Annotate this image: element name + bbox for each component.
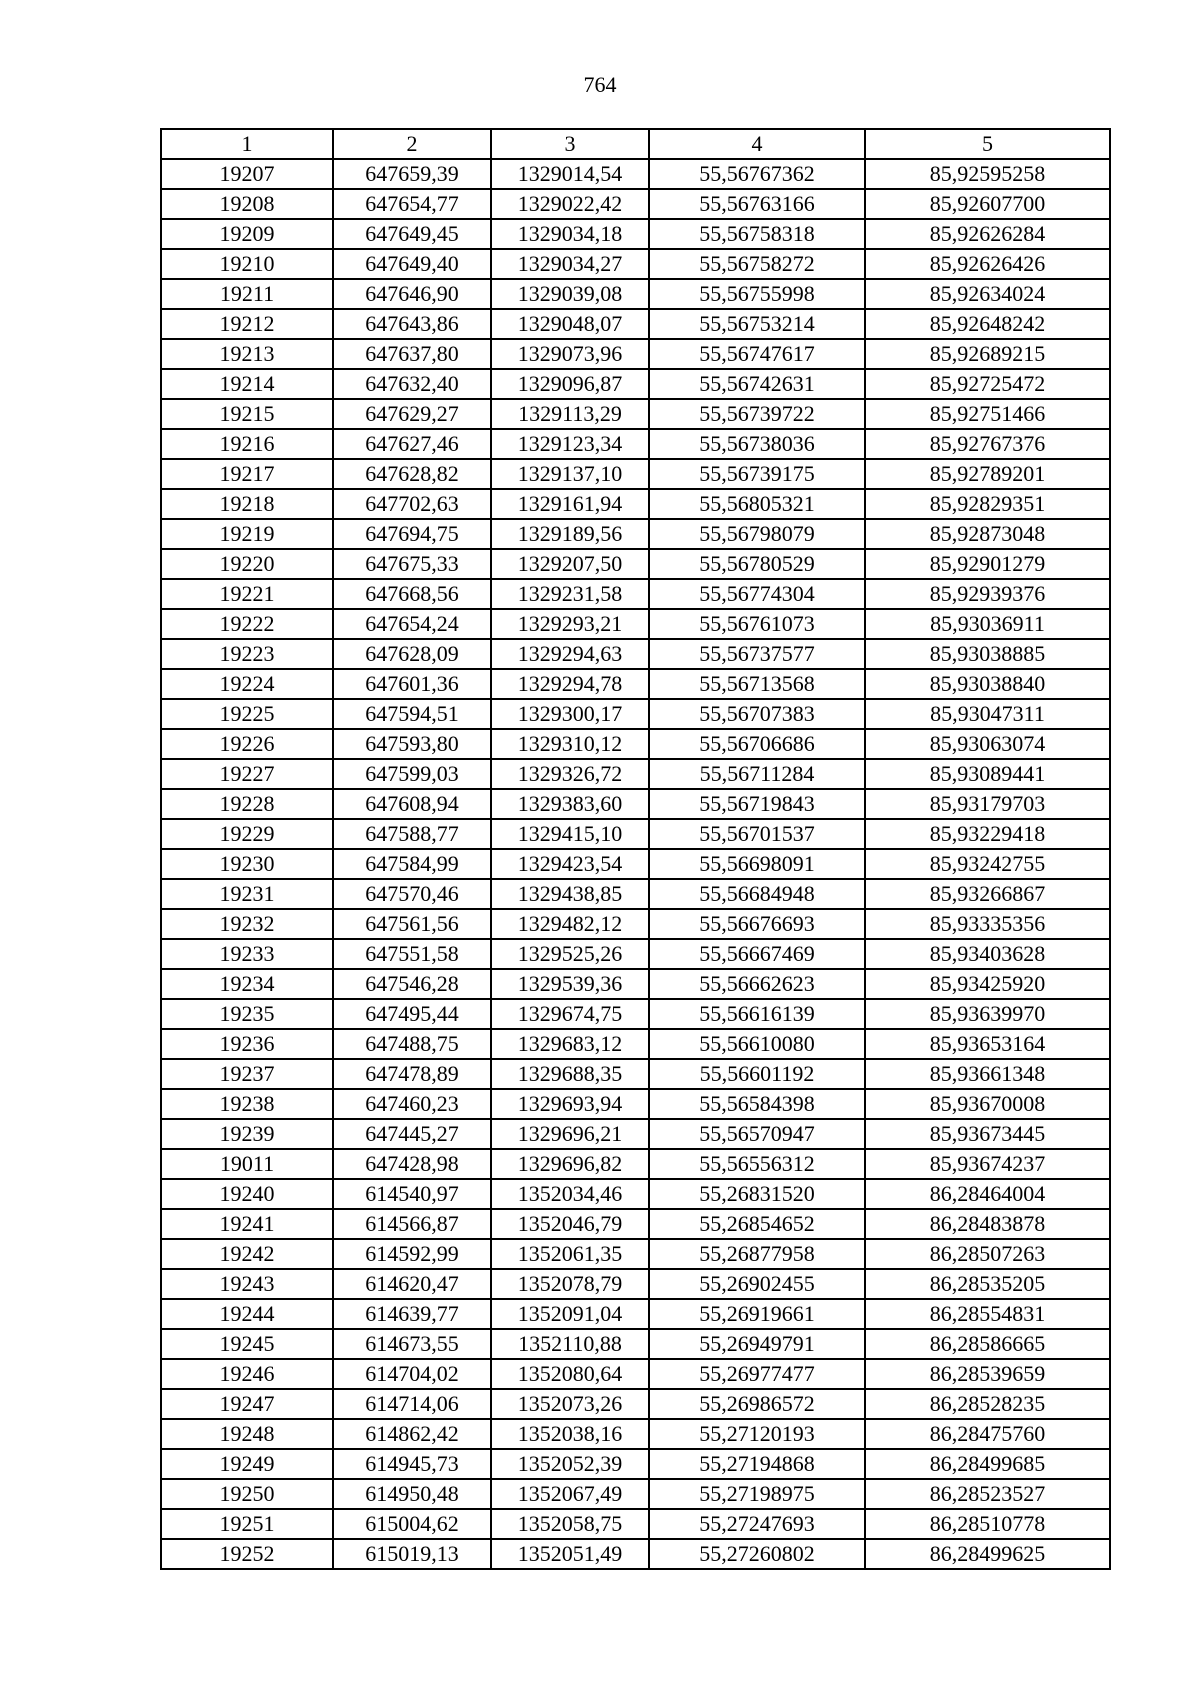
table-cell: 85,93674237 bbox=[865, 1149, 1110, 1179]
table-row bbox=[161, 189, 1110, 219]
table-cell: 1329300,17 bbox=[491, 699, 649, 729]
table-cell: 647584,99 bbox=[333, 849, 491, 879]
table-cell: 647668,56 bbox=[333, 579, 491, 609]
table-cell: 1329034,27 bbox=[491, 249, 649, 279]
table-cell: 86,28523527 bbox=[865, 1479, 1110, 1509]
table-cell: 1329696,21 bbox=[491, 1119, 649, 1149]
table-cell: 614704,02 bbox=[333, 1359, 491, 1389]
table-cell: 55,56739175 bbox=[649, 459, 865, 489]
table-cell: 55,56753214 bbox=[649, 309, 865, 339]
table-cell: 19250 bbox=[161, 1479, 333, 1509]
table-cell: 647601,36 bbox=[333, 669, 491, 699]
table-cell: 19231 bbox=[161, 879, 333, 909]
table-cell: 86,28499625 bbox=[865, 1539, 1110, 1569]
table-row bbox=[161, 579, 1110, 609]
table-row bbox=[161, 459, 1110, 489]
table-cell: 614620,47 bbox=[333, 1269, 491, 1299]
table-cell: 55,56616139 bbox=[649, 999, 865, 1029]
table-cell: 55,56610080 bbox=[649, 1029, 865, 1059]
column-header: 2 bbox=[333, 129, 491, 159]
table-cell: 1352034,46 bbox=[491, 1179, 649, 1209]
table-cell: 86,28464004 bbox=[865, 1179, 1110, 1209]
table-cell: 19242 bbox=[161, 1239, 333, 1269]
column-header: 1 bbox=[161, 129, 333, 159]
table-cell: 85,93661348 bbox=[865, 1059, 1110, 1089]
table-cell: 1329525,26 bbox=[491, 939, 649, 969]
table-row bbox=[161, 1389, 1110, 1419]
table-cell: 85,92789201 bbox=[865, 459, 1110, 489]
column-header: 3 bbox=[491, 129, 649, 159]
table-cell: 1329674,75 bbox=[491, 999, 649, 1029]
table-cell: 55,56747617 bbox=[649, 339, 865, 369]
table-cell: 1329294,78 bbox=[491, 669, 649, 699]
table-cell: 85,93242755 bbox=[865, 849, 1110, 879]
table-cell: 19215 bbox=[161, 399, 333, 429]
table-cell: 55,56739722 bbox=[649, 399, 865, 429]
table-cell: 55,27247693 bbox=[649, 1509, 865, 1539]
table-cell: 1352052,39 bbox=[491, 1449, 649, 1479]
table-cell: 85,92648242 bbox=[865, 309, 1110, 339]
table-cell: 19234 bbox=[161, 969, 333, 999]
table-cell: 1329123,34 bbox=[491, 429, 649, 459]
column-header: 4 bbox=[649, 129, 865, 159]
table-cell: 19226 bbox=[161, 729, 333, 759]
table-row bbox=[161, 489, 1110, 519]
table-cell: 19214 bbox=[161, 369, 333, 399]
table-cell: 19241 bbox=[161, 1209, 333, 1239]
table-row bbox=[161, 939, 1110, 969]
table-cell: 614714,06 bbox=[333, 1389, 491, 1419]
table-cell: 85,93036911 bbox=[865, 609, 1110, 639]
table-cell: 85,93047311 bbox=[865, 699, 1110, 729]
table-cell: 85,93639970 bbox=[865, 999, 1110, 1029]
table-cell: 55,56713568 bbox=[649, 669, 865, 699]
table-row bbox=[161, 789, 1110, 819]
table-cell: 55,56805321 bbox=[649, 489, 865, 519]
table-cell: 86,28535205 bbox=[865, 1269, 1110, 1299]
table-cell: 1352067,49 bbox=[491, 1479, 649, 1509]
table-cell: 55,56737577 bbox=[649, 639, 865, 669]
table-cell: 19243 bbox=[161, 1269, 333, 1299]
table-cell: 19227 bbox=[161, 759, 333, 789]
table-cell: 85,92689215 bbox=[865, 339, 1110, 369]
table-cell: 55,56662623 bbox=[649, 969, 865, 999]
table-cell: 85,92607700 bbox=[865, 189, 1110, 219]
table-cell: 19224 bbox=[161, 669, 333, 699]
table-row bbox=[161, 279, 1110, 309]
table-cell: 85,92751466 bbox=[865, 399, 1110, 429]
table-cell: 19245 bbox=[161, 1329, 333, 1359]
table-row bbox=[161, 1479, 1110, 1509]
table-cell: 647659,39 bbox=[333, 159, 491, 189]
table-cell: 1329310,12 bbox=[491, 729, 649, 759]
table-cell: 1329034,18 bbox=[491, 219, 649, 249]
table-cell: 1329294,63 bbox=[491, 639, 649, 669]
table-cell: 55,56601192 bbox=[649, 1059, 865, 1089]
table-cell: 647608,94 bbox=[333, 789, 491, 819]
table-cell: 19228 bbox=[161, 789, 333, 819]
table-cell: 19220 bbox=[161, 549, 333, 579]
table-cell: 85,92901279 bbox=[865, 549, 1110, 579]
table-row bbox=[161, 1299, 1110, 1329]
table-cell: 55,56556312 bbox=[649, 1149, 865, 1179]
table-cell: 19248 bbox=[161, 1419, 333, 1449]
table-cell: 55,56570947 bbox=[649, 1119, 865, 1149]
table-cell: 85,93670008 bbox=[865, 1089, 1110, 1119]
table-cell: 85,93653164 bbox=[865, 1029, 1110, 1059]
table-cell: 19212 bbox=[161, 309, 333, 339]
table-cell: 19237 bbox=[161, 1059, 333, 1089]
table-cell: 1329383,60 bbox=[491, 789, 649, 819]
table-cell: 647694,75 bbox=[333, 519, 491, 549]
table-row bbox=[161, 429, 1110, 459]
table-row bbox=[161, 1449, 1110, 1479]
table-cell: 1329326,72 bbox=[491, 759, 649, 789]
table-cell: 19236 bbox=[161, 1029, 333, 1059]
table-cell: 55,56758272 bbox=[649, 249, 865, 279]
table-cell: 1329048,07 bbox=[491, 309, 649, 339]
table-cell: 647643,86 bbox=[333, 309, 491, 339]
table-cell: 55,56755998 bbox=[649, 279, 865, 309]
table-cell: 85,93063074 bbox=[865, 729, 1110, 759]
table-cell: 55,56667469 bbox=[649, 939, 865, 969]
table-cell: 19208 bbox=[161, 189, 333, 219]
table-cell: 1329438,85 bbox=[491, 879, 649, 909]
table-cell: 647654,24 bbox=[333, 609, 491, 639]
table-cell: 19210 bbox=[161, 249, 333, 279]
table-cell: 19232 bbox=[161, 909, 333, 939]
table-cell: 85,93266867 bbox=[865, 879, 1110, 909]
table-cell: 19246 bbox=[161, 1359, 333, 1389]
table-cell: 85,93038840 bbox=[865, 669, 1110, 699]
table-cell: 1329137,10 bbox=[491, 459, 649, 489]
table-cell: 647646,90 bbox=[333, 279, 491, 309]
table-row bbox=[161, 1419, 1110, 1449]
table-cell: 1352080,64 bbox=[491, 1359, 649, 1389]
table-cell: 1352061,35 bbox=[491, 1239, 649, 1269]
table-cell: 1329096,87 bbox=[491, 369, 649, 399]
table-cell: 55,26831520 bbox=[649, 1179, 865, 1209]
table-cell: 19213 bbox=[161, 339, 333, 369]
table-cell: 647428,98 bbox=[333, 1149, 491, 1179]
table-cell: 1329482,12 bbox=[491, 909, 649, 939]
table-cell: 86,28510778 bbox=[865, 1509, 1110, 1539]
table-cell: 86,28528235 bbox=[865, 1389, 1110, 1419]
table-cell: 1329693,94 bbox=[491, 1089, 649, 1119]
table-row bbox=[161, 879, 1110, 909]
table-cell: 19219 bbox=[161, 519, 333, 549]
table-row bbox=[161, 699, 1110, 729]
table-cell: 647445,27 bbox=[333, 1119, 491, 1149]
table-cell: 614566,87 bbox=[333, 1209, 491, 1239]
table-row bbox=[161, 309, 1110, 339]
table-row bbox=[161, 609, 1110, 639]
table-cell: 19217 bbox=[161, 459, 333, 489]
table-cell: 1329161,94 bbox=[491, 489, 649, 519]
table-row bbox=[161, 549, 1110, 579]
table-cell: 614862,42 bbox=[333, 1419, 491, 1449]
table-cell: 647570,46 bbox=[333, 879, 491, 909]
table-row bbox=[161, 1149, 1110, 1179]
table-cell: 19216 bbox=[161, 429, 333, 459]
table-cell: 647488,75 bbox=[333, 1029, 491, 1059]
table-cell: 55,27198975 bbox=[649, 1479, 865, 1509]
table-cell: 55,56798079 bbox=[649, 519, 865, 549]
table-cell: 1352058,75 bbox=[491, 1509, 649, 1539]
table-cell: 85,93179703 bbox=[865, 789, 1110, 819]
table-cell: 1329014,54 bbox=[491, 159, 649, 189]
table-cell: 55,56763166 bbox=[649, 189, 865, 219]
table-cell: 19209 bbox=[161, 219, 333, 249]
table-cell: 19221 bbox=[161, 579, 333, 609]
table-row bbox=[161, 1119, 1110, 1149]
table-cell: 85,93673445 bbox=[865, 1119, 1110, 1149]
table-cell: 19240 bbox=[161, 1179, 333, 1209]
table-cell: 615019,13 bbox=[333, 1539, 491, 1569]
table-cell: 1329688,35 bbox=[491, 1059, 649, 1089]
table-cell: 19230 bbox=[161, 849, 333, 879]
table-cell: 55,26877958 bbox=[649, 1239, 865, 1269]
table-cell: 647654,77 bbox=[333, 189, 491, 219]
coordinates-table bbox=[160, 128, 1111, 1570]
table-row bbox=[161, 669, 1110, 699]
table-row bbox=[161, 759, 1110, 789]
table-cell: 85,92873048 bbox=[865, 519, 1110, 549]
table-cell: 85,92725472 bbox=[865, 369, 1110, 399]
table-cell: 19235 bbox=[161, 999, 333, 1029]
table-row bbox=[161, 1179, 1110, 1209]
table-row bbox=[161, 1209, 1110, 1239]
table-cell: 55,56706686 bbox=[649, 729, 865, 759]
table-cell: 86,28586665 bbox=[865, 1329, 1110, 1359]
table-cell: 614592,99 bbox=[333, 1239, 491, 1269]
table-cell: 55,56761073 bbox=[649, 609, 865, 639]
table-row bbox=[161, 819, 1110, 849]
table-cell: 614673,55 bbox=[333, 1329, 491, 1359]
table-cell: 85,92767376 bbox=[865, 429, 1110, 459]
table-cell: 55,56774304 bbox=[649, 579, 865, 609]
table-row bbox=[161, 1089, 1110, 1119]
table-row bbox=[161, 999, 1110, 1029]
table-row bbox=[161, 1059, 1110, 1089]
table-cell: 19011 bbox=[161, 1149, 333, 1179]
table-header-row bbox=[161, 129, 1110, 159]
table-cell: 19238 bbox=[161, 1089, 333, 1119]
table-cell: 86,28507263 bbox=[865, 1239, 1110, 1269]
table-cell: 85,93038885 bbox=[865, 639, 1110, 669]
table-cell: 647628,82 bbox=[333, 459, 491, 489]
table-cell: 55,56742631 bbox=[649, 369, 865, 399]
table-row bbox=[161, 639, 1110, 669]
table-cell: 19252 bbox=[161, 1539, 333, 1569]
table-cell: 1352046,79 bbox=[491, 1209, 649, 1239]
table-row bbox=[161, 369, 1110, 399]
table-cell: 1329539,36 bbox=[491, 969, 649, 999]
table-cell: 85,92595258 bbox=[865, 159, 1110, 189]
table-cell: 86,28475760 bbox=[865, 1419, 1110, 1449]
table-cell: 647637,80 bbox=[333, 339, 491, 369]
table-cell: 647594,51 bbox=[333, 699, 491, 729]
table-cell: 647495,44 bbox=[333, 999, 491, 1029]
table-cell: 85,93403628 bbox=[865, 939, 1110, 969]
table-cell: 1329189,56 bbox=[491, 519, 649, 549]
table-cell: 1329293,21 bbox=[491, 609, 649, 639]
table-cell: 85,92939376 bbox=[865, 579, 1110, 609]
table-cell: 614639,77 bbox=[333, 1299, 491, 1329]
table-cell: 55,56780529 bbox=[649, 549, 865, 579]
table-cell: 55,27194868 bbox=[649, 1449, 865, 1479]
table-row bbox=[161, 1239, 1110, 1269]
table-cell: 19218 bbox=[161, 489, 333, 519]
table-row bbox=[161, 729, 1110, 759]
table-cell: 85,92634024 bbox=[865, 279, 1110, 309]
table-cell: 55,26902455 bbox=[649, 1269, 865, 1299]
table-cell: 55,56698091 bbox=[649, 849, 865, 879]
table-body bbox=[161, 159, 1110, 1569]
table-cell: 55,56711284 bbox=[649, 759, 865, 789]
table-cell: 85,93229418 bbox=[865, 819, 1110, 849]
table-cell: 1352073,26 bbox=[491, 1389, 649, 1419]
table-cell: 19207 bbox=[161, 159, 333, 189]
table-cell: 55,56701537 bbox=[649, 819, 865, 849]
table-cell: 647632,40 bbox=[333, 369, 491, 399]
table-cell: 647675,33 bbox=[333, 549, 491, 579]
table-cell: 1352110,88 bbox=[491, 1329, 649, 1359]
table-row bbox=[161, 1329, 1110, 1359]
table-row bbox=[161, 249, 1110, 279]
table-cell: 55,26986572 bbox=[649, 1389, 865, 1419]
table-cell: 55,26919661 bbox=[649, 1299, 865, 1329]
table-row bbox=[161, 399, 1110, 429]
table-cell: 85,93089441 bbox=[865, 759, 1110, 789]
table-cell: 55,56758318 bbox=[649, 219, 865, 249]
table-cell: 1329039,08 bbox=[491, 279, 649, 309]
table-cell: 614945,73 bbox=[333, 1449, 491, 1479]
table-cell: 647593,80 bbox=[333, 729, 491, 759]
table-cell: 55,56676693 bbox=[649, 909, 865, 939]
table-cell: 647627,46 bbox=[333, 429, 491, 459]
table-cell: 55,56584398 bbox=[649, 1089, 865, 1119]
table-cell: 1329683,12 bbox=[491, 1029, 649, 1059]
table-cell: 19249 bbox=[161, 1449, 333, 1479]
table-row bbox=[161, 159, 1110, 189]
table-cell: 1329415,10 bbox=[491, 819, 649, 849]
table-cell: 19239 bbox=[161, 1119, 333, 1149]
table-row bbox=[161, 339, 1110, 369]
table-cell: 647588,77 bbox=[333, 819, 491, 849]
table-cell: 1352051,49 bbox=[491, 1539, 649, 1569]
table-cell: 614950,48 bbox=[333, 1479, 491, 1509]
table-row bbox=[161, 1269, 1110, 1299]
table-cell: 55,26977477 bbox=[649, 1359, 865, 1389]
table-cell: 1329113,29 bbox=[491, 399, 649, 429]
table-cell: 19229 bbox=[161, 819, 333, 849]
table-row bbox=[161, 1509, 1110, 1539]
table-cell: 86,28483878 bbox=[865, 1209, 1110, 1239]
table-cell: 19244 bbox=[161, 1299, 333, 1329]
table-cell: 19247 bbox=[161, 1389, 333, 1419]
table-cell: 1329423,54 bbox=[491, 849, 649, 879]
table-cell: 55,56684948 bbox=[649, 879, 865, 909]
table-cell: 647546,28 bbox=[333, 969, 491, 999]
table-cell: 55,56719843 bbox=[649, 789, 865, 819]
table-cell: 19233 bbox=[161, 939, 333, 969]
table-cell: 647629,27 bbox=[333, 399, 491, 429]
table-cell: 19223 bbox=[161, 639, 333, 669]
table-cell: 55,56707383 bbox=[649, 699, 865, 729]
table-cell: 647628,09 bbox=[333, 639, 491, 669]
table-cell: 85,92626426 bbox=[865, 249, 1110, 279]
table-row bbox=[161, 849, 1110, 879]
table-cell: 55,56738036 bbox=[649, 429, 865, 459]
table-row bbox=[161, 1029, 1110, 1059]
table-cell: 85,93335356 bbox=[865, 909, 1110, 939]
table-cell: 55,27120193 bbox=[649, 1419, 865, 1449]
table-cell: 1352091,04 bbox=[491, 1299, 649, 1329]
table-cell: 55,26949791 bbox=[649, 1329, 865, 1359]
table-cell: 86,28539659 bbox=[865, 1359, 1110, 1389]
table-cell: 55,56767362 bbox=[649, 159, 865, 189]
table-cell: 647478,89 bbox=[333, 1059, 491, 1089]
table-cell: 85,93425920 bbox=[865, 969, 1110, 999]
table-cell: 647460,23 bbox=[333, 1089, 491, 1119]
table-cell: 614540,97 bbox=[333, 1179, 491, 1209]
table-cell: 86,28499685 bbox=[865, 1449, 1110, 1479]
table-cell: 19251 bbox=[161, 1509, 333, 1539]
table-row bbox=[161, 909, 1110, 939]
table-cell: 1329073,96 bbox=[491, 339, 649, 369]
table-cell: 647561,56 bbox=[333, 909, 491, 939]
table-row bbox=[161, 969, 1110, 999]
table-cell: 19211 bbox=[161, 279, 333, 309]
table-row bbox=[161, 1539, 1110, 1569]
table-cell: 647702,63 bbox=[333, 489, 491, 519]
table-cell: 1329696,82 bbox=[491, 1149, 649, 1179]
table-cell: 55,27260802 bbox=[649, 1539, 865, 1569]
table-cell: 19222 bbox=[161, 609, 333, 639]
table-cell: 55,26854652 bbox=[649, 1209, 865, 1239]
table-cell: 615004,62 bbox=[333, 1509, 491, 1539]
table-cell: 1352078,79 bbox=[491, 1269, 649, 1299]
table-cell: 647649,45 bbox=[333, 219, 491, 249]
table-cell: 647599,03 bbox=[333, 759, 491, 789]
page-number: 764 bbox=[583, 72, 617, 97]
column-header: 5 bbox=[865, 129, 1110, 159]
table-cell: 1329231,58 bbox=[491, 579, 649, 609]
table-cell: 1329022,42 bbox=[491, 189, 649, 219]
table-cell: 85,92626284 bbox=[865, 219, 1110, 249]
table-cell: 1329207,50 bbox=[491, 549, 649, 579]
table-cell: 647649,40 bbox=[333, 249, 491, 279]
table-cell: 86,28554831 bbox=[865, 1299, 1110, 1329]
table-row bbox=[161, 519, 1110, 549]
table-cell: 19225 bbox=[161, 699, 333, 729]
table-cell: 85,92829351 bbox=[865, 489, 1110, 519]
table-cell: 647551,58 bbox=[333, 939, 491, 969]
table-row bbox=[161, 219, 1110, 249]
table-row bbox=[161, 1359, 1110, 1389]
table-cell: 1352038,16 bbox=[491, 1419, 649, 1449]
